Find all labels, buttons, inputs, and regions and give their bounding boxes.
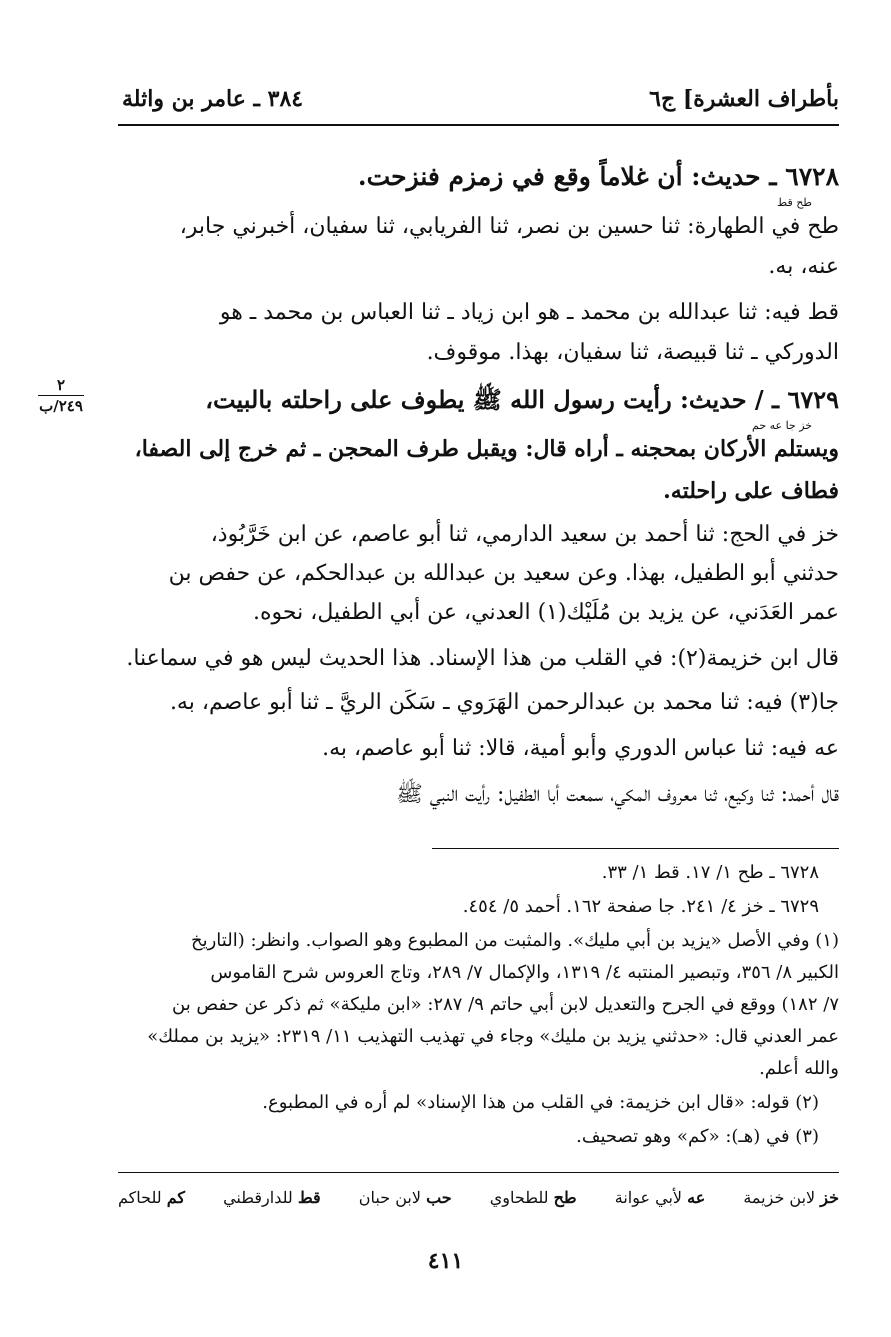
margin-folio-top: ٢ bbox=[56, 376, 66, 394]
hadith-6729-line-9: عه فيه: ثنا عباس الدوري وأبو أمية، قالا: ثنا أبو عاصم، به. bbox=[322, 736, 839, 761]
hadith-6729-line-10: قال أحمد: ثنا وكيع، ثنا معروف المكي، سمعت أبا الطفيل: رأيت النبي ﷺ bbox=[396, 782, 839, 807]
running-header-chapter: ٣٨٤ ـ عامر بن واثلة bbox=[122, 86, 304, 112]
legend-item-ah: عه لأبي عوانة bbox=[614, 1188, 706, 1207]
hadith-6728-line-3: عنه، به. bbox=[768, 254, 839, 279]
legend-rule bbox=[118, 1172, 839, 1173]
hadith-6728-line-2: طح في الطهارة: ثنا حسين بن نصر، ثنا الفريابي، ثنا سفيان، أخبرني جابر، bbox=[179, 214, 839, 239]
footnote-1-line-5: والله أعلم. bbox=[759, 1058, 839, 1079]
legend-item-qt: قط للدارقطني bbox=[223, 1188, 321, 1207]
hadith-6729-line-8: جا(٣) فيه: ثنا محمد بن عبدالرحمن الهَرَوي ـ سَكَن الريَّ ـ ثنا أبو عاصم، به. bbox=[169, 690, 839, 715]
hadith-6729-line-6: عمر العَدَني، عن يزيد بن مُلَيْك(١) العدني، عن أبي الطفيل، نحوه. bbox=[253, 600, 839, 625]
hadith-6729-line-5: حدثني أبو الطفيل، بهذا. وعن سعيد بن عبدالله بن عبدالحكم، عن حفص بن bbox=[168, 561, 839, 586]
hadith-6728-heading: ٦٧٢٨ ـ حديث: أن غلاماً وقع في زمزم فنزحت. bbox=[357, 162, 839, 191]
hadith-6729-sigla: خز جا عه حم bbox=[752, 419, 813, 432]
footnote-1-line-3: ٧/ ١٨٢) ووقع في الجرح والتعديل لابن أبي حاتم ٩/ ٢٨٧: «ابن مليكة» ثم ذكر عن حفص بن bbox=[172, 994, 839, 1015]
footnote-source-6729: ٦٧٢٩ ـ خز ٤/ ٢٤١. جا صفحة ١٦٢. أحمد ٥/ ٤٥٤. bbox=[462, 896, 819, 917]
legend-item-th: طح للطحاوي bbox=[489, 1188, 577, 1207]
header-rule bbox=[118, 124, 839, 126]
legend-item-hb: حب لابن حبان bbox=[358, 1188, 452, 1207]
page-number: ٤١١ bbox=[427, 1248, 464, 1274]
margin-folio-note bbox=[38, 376, 84, 415]
hadith-6729-line-2: ويستلم الأركان بمحجنه ـ أراه قال: ويقبل طرف المحجن ـ ثم خرج إلى الصفا، bbox=[134, 436, 839, 462]
footnote-1-line-2: الكبير ٨/ ٣٥٦، وتبصير المنتبه ٤/ ١٣١٩، والإكمال ٧/ ٢٨٩، وتاج العروس شرح القاموس bbox=[210, 962, 839, 983]
footnote-2: (٢) قوله: «قال ابن خزيمة: في القلب من هذا الإسناد» لم أره في المطبوع. bbox=[262, 1092, 819, 1113]
legend-item-km: كم للحاكم bbox=[118, 1188, 185, 1207]
hadith-6729-line-4: خز في الحج: ثنا أحمد بن سعيد الدارمي، ثنا أبو عاصم، عن ابن خَرَّبُوذ، bbox=[210, 522, 839, 547]
hadith-6729-heading: ٦٧٢٩ ـ / حديث: رأيت رسول الله ﷺ يطوف على راحلته بالبيت، bbox=[205, 385, 839, 414]
hadith-6728-line-4: قط فيه: ثنا عبدالله بن محمد ـ هو ابن زياد ـ ثنا العباس بن محمد ـ هو bbox=[219, 300, 839, 325]
abbreviation-legend bbox=[118, 1188, 839, 1207]
footnote-3: (٣) في (هـ): «كم» وهو تصحيف. bbox=[576, 1126, 819, 1147]
margin-folio-bottom: ٢٤٩/ب bbox=[39, 397, 83, 415]
hadith-6728-line-5: الدوركي ـ ثنا قبيصة، ثنا سفيان، بهذا. موقوف. bbox=[426, 340, 839, 365]
running-header-title: بأطراف العشرة] ج٦ bbox=[649, 86, 839, 112]
footnote-rule bbox=[432, 848, 839, 849]
hadith-6729-line-7: قال ابن خزيمة(٢): في القلب من هذا الإسناد. هذا الحديث ليس هو في سماعنا. bbox=[126, 646, 839, 671]
footnote-source-6728: ٦٧٢٨ ـ طح ١/ ١٧. قط ١/ ٣٣. bbox=[601, 862, 819, 883]
legend-item-khz: خز لابن خزيمة bbox=[743, 1188, 839, 1207]
hadith-6729-line-3: فطاف على راحلته. bbox=[663, 478, 839, 504]
footnote-1-line-1: (١) وفي الأصل «يزيد بن أبي مليك». والمثبت من المطبوع وهو الصواب. وانظر: (التاريخ bbox=[190, 930, 839, 951]
margin-folio-rule bbox=[38, 395, 84, 396]
footnote-1-line-4: عمر العدني قال: «حدثني يزيد بن مليك» وجاء في تهذيب التهذيب ١١/ ٢٣١٩: «يزيد بن مملك» bbox=[147, 1026, 839, 1047]
hadith-6728-sigla: طح قط bbox=[777, 196, 813, 209]
